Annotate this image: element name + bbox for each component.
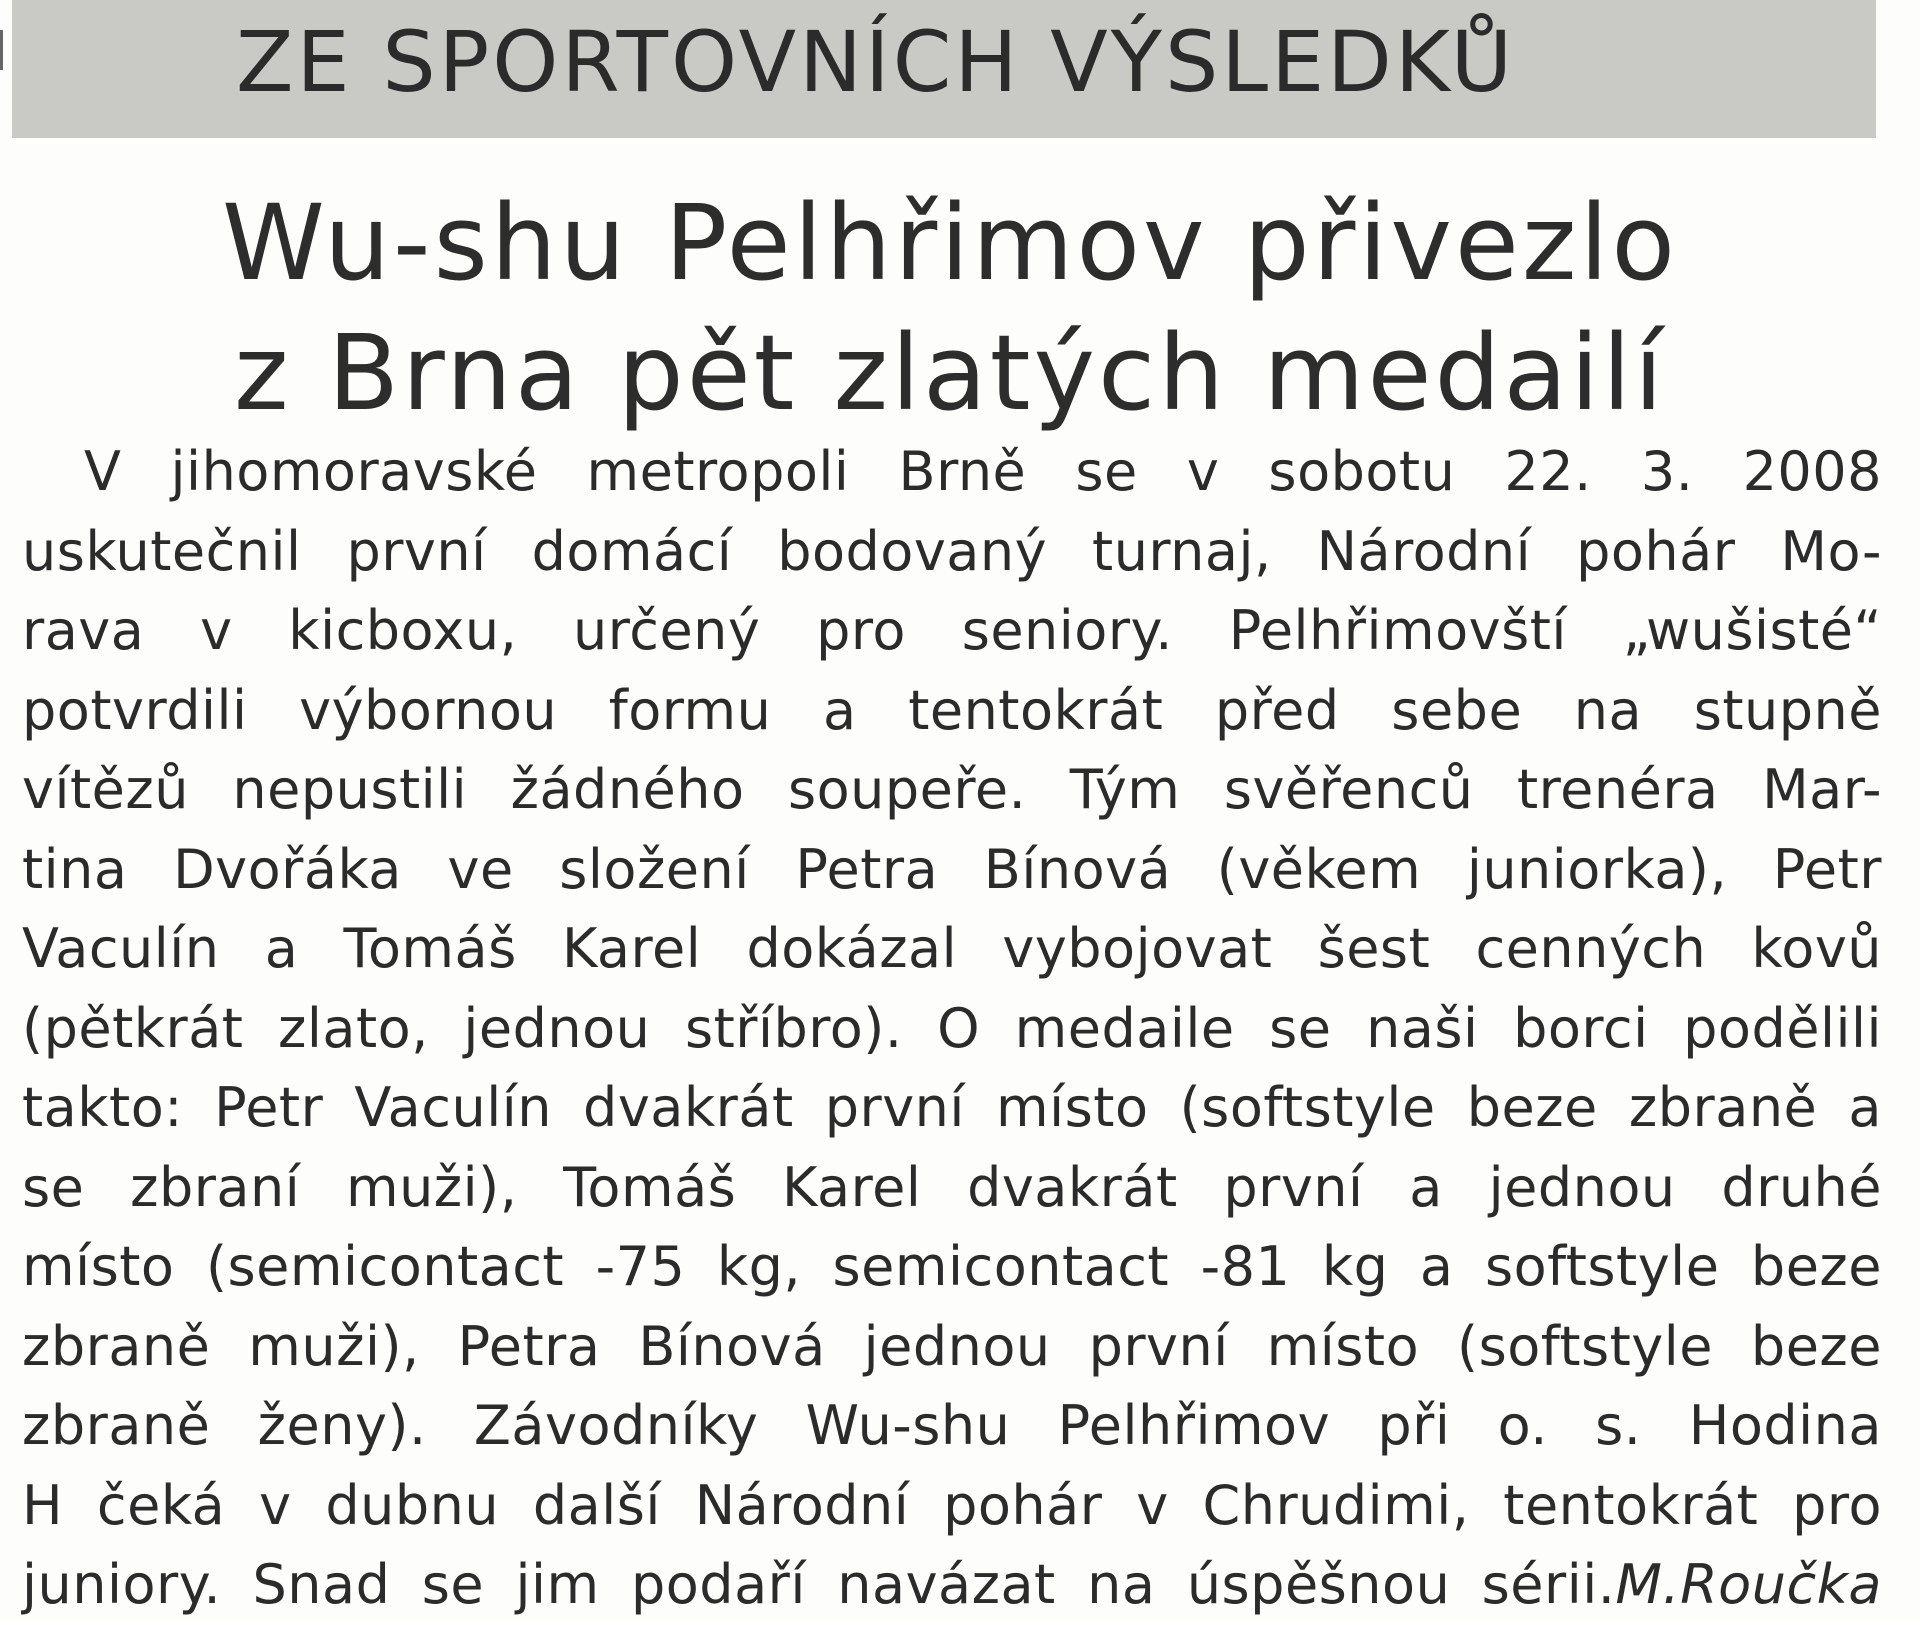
article-line: Vaculín a Tomáš Karel dokázal vybojovat šest cenných kovů [22,917,1882,980]
article-line: zbraně ženy). Závodníky Wu-shu Pelhřimov při o. s. Hodina [22,1394,1882,1457]
article-line: rava v kicboxu, určený pro seniory. Pelhřimovští „wušisté“ [22,599,1882,662]
article-last-line [22,1545,1882,1625]
article-line: (pětkrát zlato, jednou stříbro). O medaile se naši borci podělili [22,996,1882,1060]
headline-line-1: Wu-shu Pelhřimov přivezlo [222,182,1678,304]
article-line: tina Dvořáka ve složení Petra Bínová (věkem juniorka), Petr [22,837,1882,901]
article-last-line-text: juniory. Snad se jim podaří navázat na úspěšnou sérii. [22,1553,1616,1616]
article-line: H čeká v dubnu další Národní pohár v Chrudimi, tentokrát pro [22,1473,1882,1537]
article-line: vítězů nepustili žádného soupeře. Tým svěřenců trenéra Mar- [22,758,1882,821]
article-line: zbraně muži), Petra Bínová jednou první místo (softstyle beze [22,1314,1882,1378]
article-line: uskutečnil první domácí bodovaný turnaj, Národní pohár Mo- [22,519,1882,583]
article-headline [0,178,1900,438]
section-title: ZE SPORTOVNÍCH VÝSLEDKŮ [236,13,1516,111]
article-line: V jihomoravské metropoli Brně se v sobotu 22. 3. 2008 [84,440,1882,503]
author-byline: M.Roučka [1615,1553,1882,1616]
article-line: takto: Petr Vaculín dvakrát první místo (softstyle beze zbraně a [22,1076,1882,1139]
scan-edge-mark [0,30,3,70]
article-line: potvrdili výbornou formu a tentokrát před sebe na stupně [22,678,1882,742]
section-banner [12,0,1876,138]
article-line: se zbraní muži), Tomáš Karel dvakrát první a jednou druhé [22,1155,1882,1219]
article-line: místo (semicontact -75 kg, semicontact -81 kg a softstyle beze [22,1235,1882,1298]
headline-line-2: z Brna pět zlatých medailí [234,312,1666,434]
article-body [22,432,1882,1625]
